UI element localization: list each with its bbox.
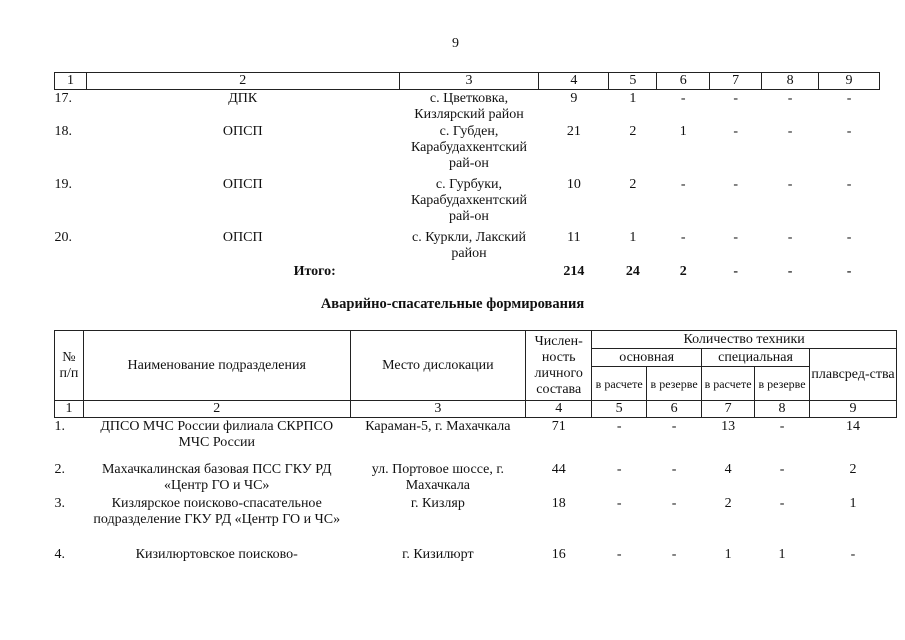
col-header-in-reserve: в резерве [755, 367, 810, 401]
col-header-in-crew: в расчете [702, 367, 755, 401]
col-header-place: Место дислокации [350, 331, 526, 401]
col-header-num: № п/п [55, 331, 84, 401]
col-header-equipment: Количество техники [592, 331, 897, 349]
table-row: 17. ДПК с. Цветковка, Кизлярский район 9 1 - - - - [54, 91, 852, 122]
table-row: 19. ОПСП с. Гурбуки, Карабудахкентский рай-он 10 2 - - - - [54, 177, 852, 224]
table-row: 3. Кизлярское поисково-спасательное подразделение ГКУ РД «Центр ГО и ЧС» г. Кизляр 18 - - 2 - 1 [54, 495, 857, 527]
col-header-name: Наименование подразделения [83, 331, 350, 401]
page-number: 9 [452, 36, 459, 51]
total-row: Итого: 214 24 2 - - - [55, 263, 880, 280]
table-row: 4. Кизилюртовское поисково- г. Кизилюрт 16 - - 1 1 - [54, 546, 856, 562]
col-header-special: специальная [702, 349, 810, 367]
col-header-main: основная [592, 349, 702, 367]
table-index-row: 1 2 3 4 5 6 7 8 9 [55, 401, 897, 418]
rescue-units-table [54, 330, 897, 566]
col-header-staff: Числен-ность личного состава [526, 331, 592, 401]
table-row: 18. ОПСП с. Губден, Карабудахкентский рай-он 21 2 1 - - - [54, 124, 852, 171]
stations-table-continuation [54, 72, 880, 280]
section-heading: Аварийно-спасательные формирования [320, 296, 585, 312]
col-header-in-crew: в расчете [592, 367, 647, 401]
table-row: 20. ОПСП с. Куркли, Лакский район 11 1 - - - - [54, 230, 852, 261]
table-row: 1. ДПСО МЧС России филиала СКРПСО МЧС России Караман-5, г. Махачкала 71 - - 13 - 14 [54, 419, 860, 450]
col-header-in-reserve: в резерве [647, 367, 702, 401]
table-index-row: 1 2 3 4 5 6 7 8 9 [55, 73, 880, 90]
table-header-row [55, 331, 897, 349]
col-header-floating: плавсред-ства [810, 349, 897, 401]
table-row: 2. Махачкалинская базовая ПСС ГКУ РД «Центр ГО и ЧС» ул. Портовое шоссе, г. Махачкала 44 - - 4 - 2 [54, 461, 857, 493]
total-label: Итого: [293, 264, 336, 279]
